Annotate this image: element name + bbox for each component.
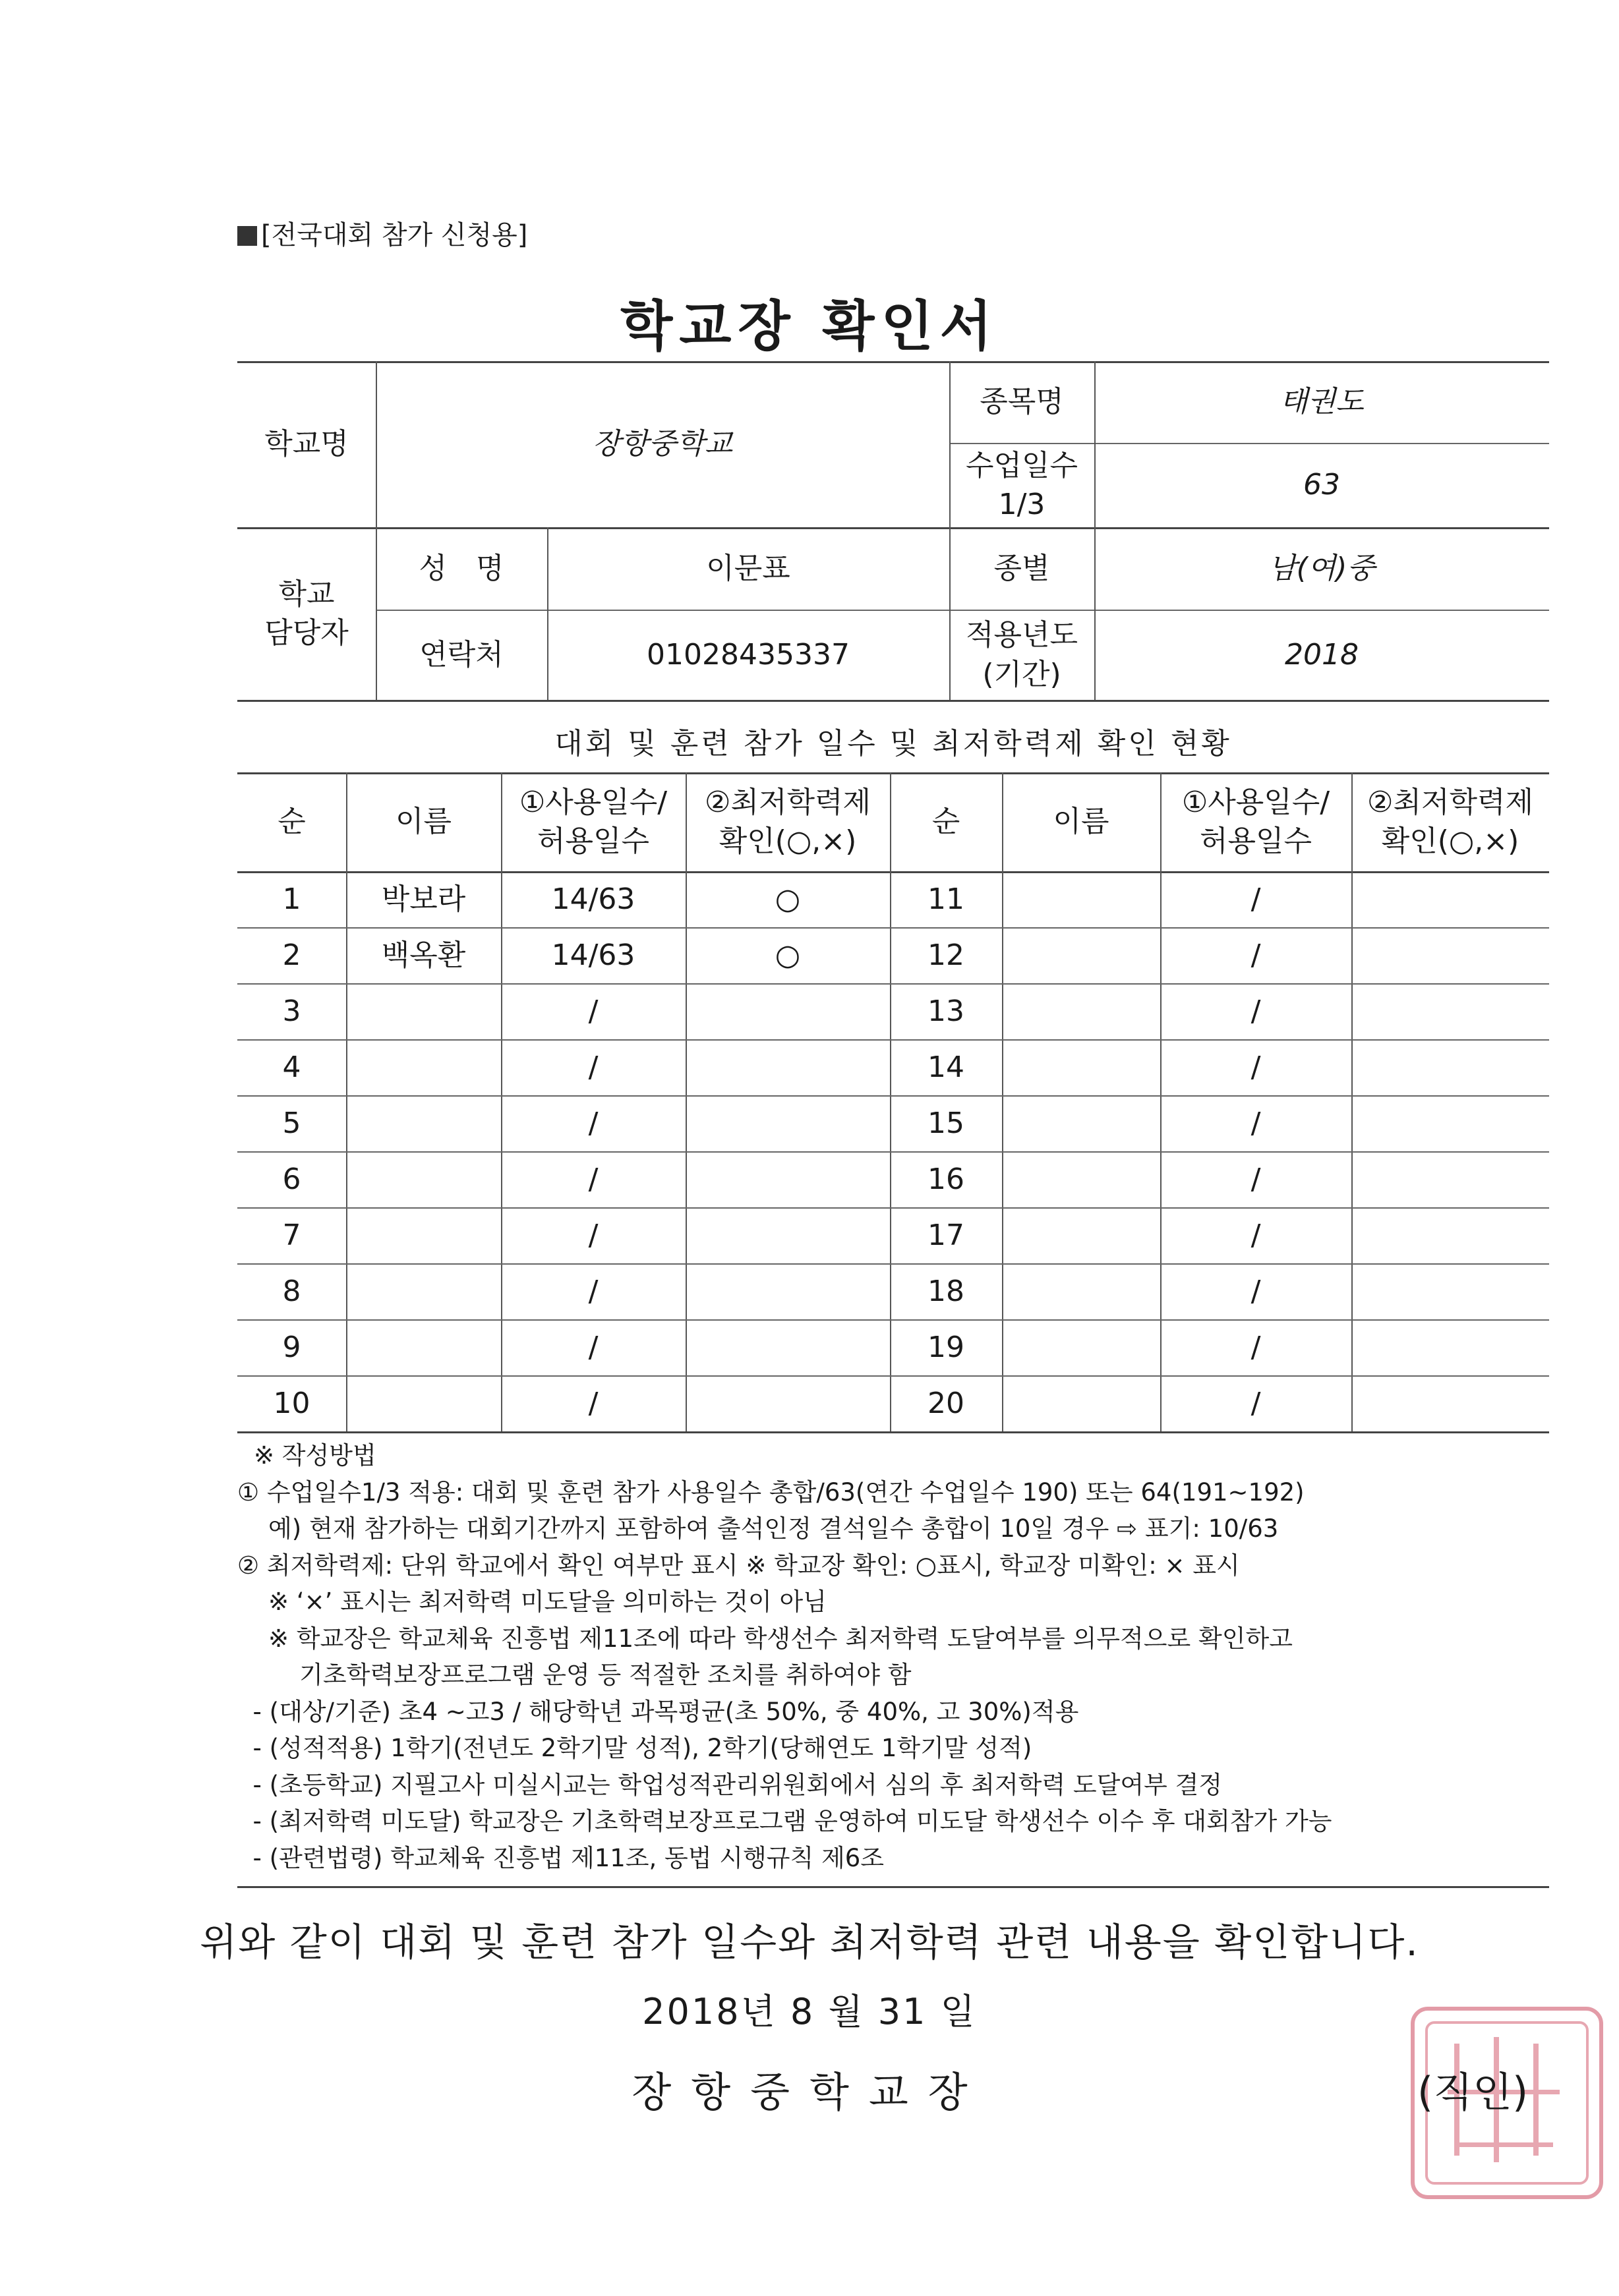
square-bullet-icon [237, 226, 257, 246]
table-cell-check [686, 1207, 890, 1263]
table-cell-check [1351, 1319, 1549, 1375]
table-cell-check [1351, 1095, 1549, 1151]
table-cell-check [686, 1151, 890, 1207]
table-cell-no: 14 [927, 1050, 964, 1084]
header-no-left: 순 [278, 805, 306, 839]
school-name-value: 장항중학교 [592, 427, 733, 461]
table-cell-days: 14/63 [551, 882, 635, 916]
table-cell-check [1351, 927, 1549, 983]
contact-label: 연락처 [419, 637, 504, 672]
table-cell-days: 14/63 [551, 938, 635, 972]
manager-name-value: 이문표 [706, 551, 790, 585]
table-cell-no: 18 [927, 1274, 964, 1308]
category-value: 남(여)중 [1268, 551, 1375, 585]
note-line: - (대상/기준) 초4 ~고3 / 해당학년 과목평균(초 50%, 중 40%, 고 30%)적용 [237, 1697, 1079, 1726]
table-cell-days: / [1251, 1050, 1261, 1084]
table-cell-check [686, 1039, 890, 1095]
class-days-label: 수업일수 1/3 [965, 448, 1078, 521]
table-cell-check [686, 1095, 890, 1151]
sport-label: 종목명 [980, 385, 1064, 419]
note-line: 예) 현재 참가하는 대회기간까지 포함하여 출석인정 결석일수 총합이 10일 경우 ⇨ 표기: 10/63 [237, 1514, 1279, 1543]
table-cell-days: / [1251, 1386, 1261, 1420]
table-cell-check [1351, 1375, 1549, 1431]
note-line: ② 최저학력제: 단위 학교에서 확인 여부만 표시 ※ 학교장 확인: ○표시, 학교장 미확인: × 표시 [237, 1551, 1240, 1580]
table-cell-days: / [588, 994, 599, 1028]
table-cell-check [1351, 1207, 1549, 1263]
table-cell-name [346, 1095, 501, 1151]
table-cell-check [1351, 1263, 1549, 1319]
table-cell-check [686, 983, 890, 1039]
manager-name-label: 성 명 [419, 551, 504, 585]
table-cell-days: / [588, 1274, 599, 1308]
table-cell-no: 8 [282, 1274, 301, 1308]
table-cell-no: 4 [282, 1050, 301, 1084]
table-cell-name [1002, 1319, 1160, 1375]
note-line: 기초학력보장프로그램 운영 등 적절한 조치를 취하여야 함 [237, 1661, 912, 1689]
table-cell-check [1351, 1151, 1549, 1207]
table-cell-no: 12 [927, 938, 964, 972]
school-manager-label: 학교 담당자 [264, 577, 349, 650]
table-cell-check: ○ [775, 938, 801, 972]
table-cell-name [346, 1375, 501, 1431]
table-cell-check [686, 1263, 890, 1319]
note-line: - (최저학력 미도달) 학교장은 기초학력보장프로그램 운영하여 미도달 학생선수 이수 후 대회참가 가능 [237, 1807, 1332, 1835]
form-category-label [237, 214, 527, 252]
table-cell-name [1002, 871, 1160, 927]
header-check-right: ②최저학력제 확인(○,×) [1367, 785, 1533, 858]
table-cell-name [1002, 1207, 1160, 1263]
contact-value: 01028435337 [647, 637, 850, 672]
class-days-value: 63 [1303, 468, 1340, 502]
table-cell-days: / [1251, 1274, 1261, 1308]
table-cell-no: 9 [282, 1330, 301, 1364]
confirmation-statement: 위와 같이 대회 및 훈련 참가 일수와 최저학력 관련 내용을 확인합니다. [200, 1920, 1419, 1965]
table-cell-days: / [588, 1386, 599, 1420]
section-title: 대회 및 훈련 참가 일수 및 최저학력제 확인 현황 [554, 727, 1232, 761]
table-cell-name [1002, 927, 1160, 983]
table-cell-name [1002, 983, 1160, 1039]
table-cell-no: 6 [282, 1162, 301, 1196]
table-cell-name [346, 1151, 501, 1207]
table-cell-no: 3 [282, 994, 301, 1028]
table-cell-name [346, 1319, 501, 1375]
table-cell-days: / [1251, 1330, 1261, 1364]
table-cell-days: / [588, 1106, 599, 1140]
table-cell-days: / [1251, 938, 1261, 972]
table-cell-check [686, 1319, 890, 1375]
table-cell-no: 17 [927, 1218, 964, 1252]
table-cell-no: 19 [927, 1330, 964, 1364]
principal-title: 장항중학교장 [632, 2068, 987, 2116]
table-cell-days: / [1251, 1218, 1261, 1252]
table-cell-no: 1 [282, 882, 301, 916]
document-title: 학교장 확인서 [620, 295, 999, 358]
table-cell-days: / [588, 1218, 599, 1252]
header-no-right: 순 [931, 805, 960, 839]
table-cell-name [1002, 1095, 1160, 1151]
table-cell-days: / [588, 1162, 599, 1196]
table-cell-days: / [588, 1050, 599, 1084]
note-line: - (관련법령) 학교체육 진흥법 제11조, 동법 시행규칙 제6조 [237, 1843, 885, 1872]
note-line: ※ ‘×’ 표시는 최저학력 미도달을 의미하는 것이 아님 [237, 1588, 827, 1616]
table-cell-check [1351, 1039, 1549, 1095]
issue-date: 2018년 8 월 31 일 [642, 1991, 977, 2032]
table-cell-no: 10 [273, 1386, 310, 1420]
note-line: ① 수업일수1/3 적용: 대회 및 훈련 참가 사용일수 총합/63(연간 수업일수 190) 또는 64(191~192) [237, 1478, 1305, 1507]
table-cell-no: 13 [927, 994, 964, 1028]
header-check-left: ②최저학력제 확인(○,×) [705, 785, 871, 858]
table-cell-name [1002, 1039, 1160, 1095]
table-cell-no: 7 [282, 1218, 301, 1252]
school-name-label: 학교명 [264, 427, 349, 461]
table-cell-name [346, 1039, 501, 1095]
apply-year-label: 적용년도 (기간) [965, 618, 1078, 691]
note-line: - (초등학교) 지필고사 미실시교는 학업성적관리위원회에서 심의 후 최저학력 도달여부 결정 [237, 1770, 1223, 1799]
form-category-text: [전국대회 참가 신청용] [261, 220, 528, 250]
note-line: - (성적적용) 1학기(전년도 2학기말 성적), 2학기(당해연도 1학기말 성적) [237, 1734, 1032, 1762]
table-cell-days: / [1251, 882, 1261, 916]
table-cell-days: / [588, 1330, 599, 1364]
table-cell-name: 박보라 [381, 882, 466, 916]
table-cell-name [346, 983, 501, 1039]
table-cell-no: 5 [282, 1106, 301, 1140]
table-cell-name [1002, 1375, 1160, 1431]
table-cell-name [346, 1207, 501, 1263]
table-cell-check [1351, 871, 1549, 927]
header-name-right: 이름 [1053, 805, 1109, 839]
seal-mark: (직인) [1417, 2068, 1529, 2116]
table-cell-days: / [1251, 1106, 1261, 1140]
sport-value: 태권도 [1280, 385, 1364, 419]
apply-year-value: 2018 [1285, 637, 1359, 672]
header-days-left: ①사용일수/ 허용일수 [519, 785, 668, 858]
table-cell-name [1002, 1263, 1160, 1319]
table-cell-days: / [1251, 994, 1261, 1028]
note-line: ※ 학교장은 학교체육 진흥법 제11조에 따라 학생선수 최저학력 도달여부를 의무적으로 확인하고 [237, 1624, 1293, 1653]
table-cell-days: / [1251, 1162, 1261, 1196]
header-days-right: ①사용일수/ 허용일수 [1181, 785, 1330, 858]
table-cell-no: 15 [927, 1106, 964, 1140]
table-cell-no: 11 [927, 882, 964, 916]
table-cell-check [1351, 983, 1549, 1039]
category-label: 종별 [993, 551, 1050, 585]
table-cell-no: 2 [282, 938, 301, 972]
header-name-left: 이름 [395, 805, 452, 839]
table-cell-name [1002, 1151, 1160, 1207]
table-cell-name: 백옥환 [381, 938, 466, 972]
table-cell-check [686, 1375, 890, 1431]
table-cell-no: 20 [927, 1386, 964, 1420]
note-line: ※ 작성방법 [254, 1441, 376, 1470]
table-cell-no: 16 [927, 1162, 964, 1196]
table-cell-name [346, 1263, 501, 1319]
table-cell-check: ○ [775, 882, 801, 916]
